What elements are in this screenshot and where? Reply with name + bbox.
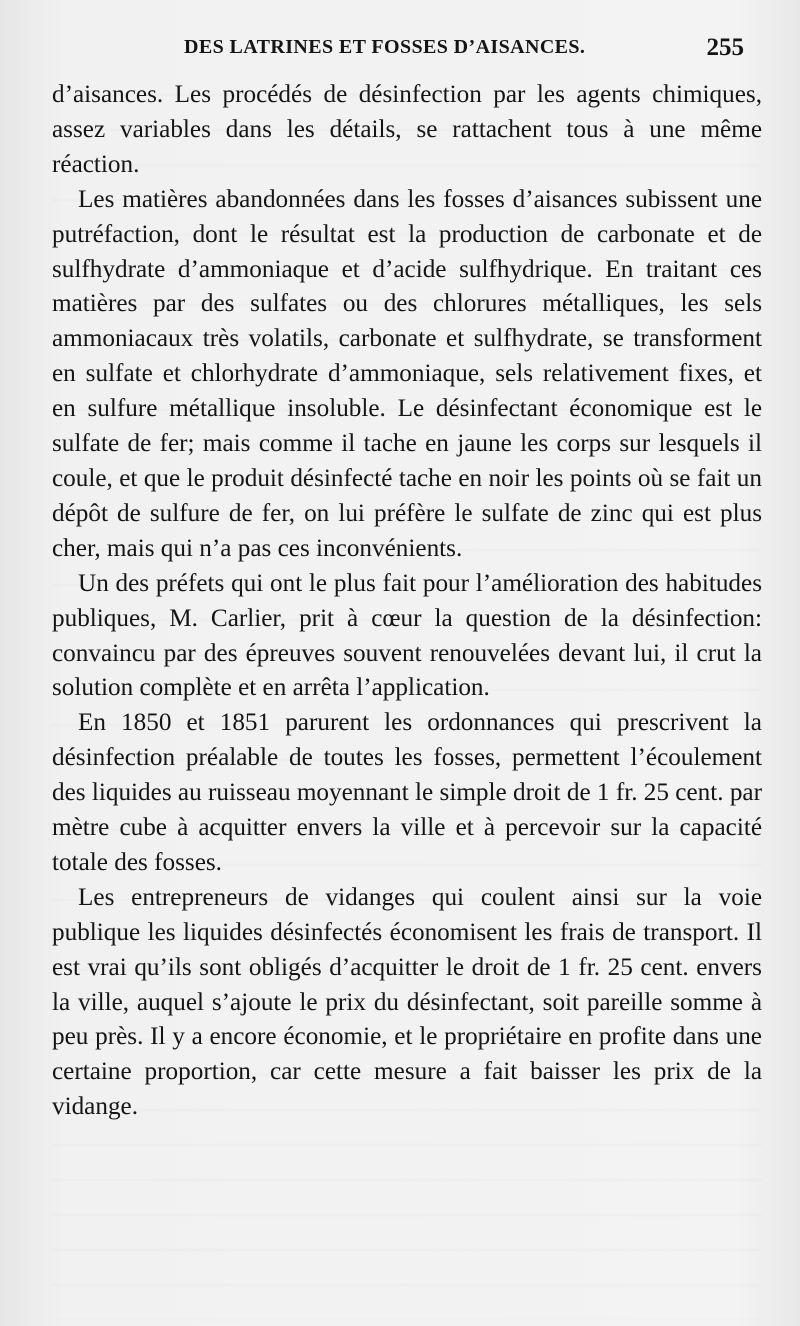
paragraph-3: Un des préfets qui ont le plus fait pour l’amélioration des habitudes publiques, M. Carlier, prit à cœur la question de la désinfection: convaincu par des épreuves souvent renouvelées devant lui, il crut la solution complète et en arrêta l’application. <box>52 569 762 702</box>
paragraph-4: En 1850 et 1851 parurent les ordonnances qui prescrivent la désinfection préalable de toutes les fosses, permettent l’écoulement des liquides au ruisseau moyennant le simple droit de 1 fr. 25 cent. par mètre cube à acquitter envers la ville et à percevoir sur la capacité totale des fosses. <box>52 709 762 876</box>
page-number: 255 <box>706 34 744 61</box>
paragraph-1: d’aisances. Les procédés de désinfection par les agents chimiques, assez variables dans les détails, se rattachent tous à une même réaction. <box>52 81 762 178</box>
running-title: DES LATRINES ET FOSSES D’AISANCES. <box>184 36 586 58</box>
paragraph-5: Les entrepreneurs de vidanges qui coulent ainsi sur la voie publique les liquides désinfectés économisent les frais de transport. Il est vrai qu’ils sont obligés d’acquitter le droit de 1 fr. 25 cent. envers la ville, auquel s’ajoute le prix du désinfectant, soit pareille somme à peu près. Il y a encore économie, et le propriétaire en profite dans une certaine proportion, car cette mesure a fait baisser les prix de la vidange. <box>52 883 762 1121</box>
page-header <box>184 34 744 66</box>
body-text <box>52 78 762 1125</box>
paragraph-2: Les matières abandonnées dans les fosses d’aisances subissent une putréfaction, dont le résultat est la production de carbonate et de sulfhydrate d’ammoniaque et d’acide sulfhydrique. En traitant ces matières par des sulfates ou des chlorures métalliques, les sels ammoniacaux très volatils, carbonate et sulfhydrate, se transforment en sulfate et chlorhydrate d’ammoniaque, sels relativement fixes, et en sulfure métallique insoluble. Le désinfectant économique est le sulfate de fer; mais comme il tache en jaune les corps sur lesquels il coule, et que le produit désinfecté tache en noir les points où se fait un dépôt de sulfure de fer, on lui préfère le sulfate de zinc qui est plus cher, mais qui n’a pas ces inconvénients. <box>52 185 762 562</box>
